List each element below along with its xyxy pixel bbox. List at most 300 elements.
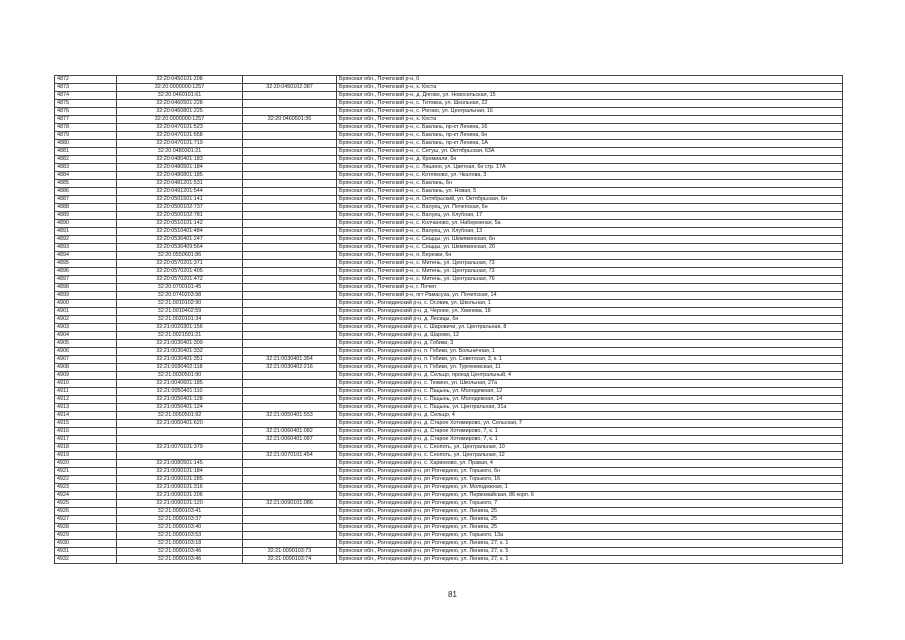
table-row — [55, 420, 843, 428]
related-cadastral-number-cell — [243, 76, 337, 84]
row-number-cell: 4894 — [55, 252, 117, 260]
cadastral-number-cell: 32:21:0090103:46 — [117, 556, 243, 564]
cadastral-number-cell: 32:20:0570201:371 — [117, 260, 243, 268]
related-cadastral-number-cell — [243, 268, 337, 276]
address-cell: Брянская обл., Рогнединский р-н, рп Рогнедино, ул. Ленина, 27, к. 1 — [337, 556, 843, 564]
address-cell: Брянская обл., Рогнединский р-н, с. Шаровичи, ул. Центральная, 8 — [337, 324, 843, 332]
related-cadastral-number-cell — [243, 148, 337, 156]
cadastral-number-cell: 32:21:0060401:620 — [117, 420, 243, 428]
cadastral-number-cell: 32:21:0050401:124 — [117, 404, 243, 412]
table-row — [55, 532, 843, 540]
row-number-cell: 4890 — [55, 220, 117, 228]
related-cadastral-number-cell — [243, 140, 337, 148]
cadastral-number-cell: 32:20:0700101:45 — [117, 284, 243, 292]
cadastral-number-cell: 32:21:0050401:128 — [117, 396, 243, 404]
cadastral-number-cell: 32:20:0570201:405 — [117, 268, 243, 276]
table-row — [55, 492, 843, 500]
related-cadastral-number-cell — [243, 124, 337, 132]
related-cadastral-number-cell — [243, 492, 337, 500]
table-row — [55, 372, 843, 380]
table-row — [55, 476, 843, 484]
related-cadastral-number-cell — [243, 468, 337, 476]
related-cadastral-number-cell: 32:21:0060401:087 — [243, 436, 337, 444]
address-cell: Брянская обл., Рогнединский р-н, рп Рогнедино, ул. Ленина, 25 — [337, 508, 843, 516]
table-row — [55, 364, 843, 372]
table-row — [55, 84, 843, 92]
row-number-cell: 4899 — [55, 292, 117, 300]
related-cadastral-number-cell — [243, 340, 337, 348]
address-cell: Брянская обл., Почепский р-н, с. Баклань, пр-кт Ленина, 16 — [337, 124, 843, 132]
table-row — [55, 236, 843, 244]
related-cadastral-number-cell — [243, 540, 337, 548]
row-number-cell: 4911 — [55, 388, 117, 396]
related-cadastral-number-cell: 32:21:0090103:74 — [243, 556, 337, 564]
address-cell: Брянская обл., Почепский р-н, с. Сетуш, ул. Октябрьская, 63А — [337, 148, 843, 156]
cadastral-number-cell: 32:21:0090103:53 — [117, 532, 243, 540]
related-cadastral-number-cell — [243, 532, 337, 540]
table-row — [55, 188, 843, 196]
table-row — [55, 324, 843, 332]
related-cadastral-number-cell — [243, 196, 337, 204]
related-cadastral-number-cell — [243, 348, 337, 356]
related-cadastral-number-cell — [243, 188, 337, 196]
table-row — [55, 332, 843, 340]
table-row — [55, 500, 843, 508]
table-row — [55, 76, 843, 84]
row-number-cell: 4907 — [55, 356, 117, 364]
address-cell: Брянская обл., Почепский р-н, с. Митень, ул. Центральная, 73 — [337, 268, 843, 276]
address-cell: Брянская обл., Рогнединский р-н, д. Лесицы, 6н — [337, 316, 843, 324]
table-row — [55, 124, 843, 132]
row-number-cell: 4880 — [55, 140, 117, 148]
row-number-cell: 4925 — [55, 500, 117, 508]
table-row — [55, 220, 843, 228]
registry-table — [54, 75, 843, 564]
related-cadastral-number-cell: 32:21:0090103:73 — [243, 548, 337, 556]
address-cell: Брянская обл., Почепский р-н, 0 — [337, 76, 843, 84]
table-row — [55, 460, 843, 468]
address-cell: Брянская обл., Рогнединский р-н, д. Старое Хотимирово, 7, к. 1 — [337, 436, 843, 444]
related-cadastral-number-cell — [243, 284, 337, 292]
cadastral-number-cell: 32:21:0010402:59 — [117, 308, 243, 316]
table-row — [55, 92, 843, 100]
related-cadastral-number-cell — [243, 100, 337, 108]
cadastral-number-cell: 32:20:0500102:781 — [117, 212, 243, 220]
cadastral-number-cell: 32:21:0030401:309 — [117, 340, 243, 348]
table-row — [55, 212, 843, 220]
address-cell: Брянская обл., Почепский р-н, с. Сещцы, ул. Шемякинская, 6н — [337, 236, 843, 244]
row-number-cell: 4878 — [55, 124, 117, 132]
address-cell: Брянская обл., Почепский р-н, с. Митень, ул. Центральная, 73 — [337, 260, 843, 268]
row-number-cell: 4873 — [55, 84, 117, 92]
related-cadastral-number-cell — [243, 444, 337, 452]
cadastral-number-cell: 32:20:0530401:247 — [117, 236, 243, 244]
related-cadastral-number-cell: 32:21:0030402:216 — [243, 364, 337, 372]
row-number-cell: 4912 — [55, 396, 117, 404]
address-cell: Брянская обл., Почепский р-н, с. Митень, ул. Центральная, 76 — [337, 276, 843, 284]
row-number-cell: 4874 — [55, 92, 117, 100]
cadastral-number-cell: 32:21:0020101:34 — [117, 316, 243, 324]
table-row — [55, 468, 843, 476]
related-cadastral-number-cell: 32:21:0070101:454 — [243, 452, 337, 460]
cadastral-number-cell: 32:20:0460801:225 — [117, 108, 243, 116]
table-row — [55, 132, 843, 140]
row-number-cell: 4918 — [55, 444, 117, 452]
cadastral-number-cell: 32:20:0480401:183 — [117, 156, 243, 164]
table-row — [55, 284, 843, 292]
row-number-cell: 4887 — [55, 196, 117, 204]
cadastral-number-cell: 32:21:0030501:90 — [117, 372, 243, 380]
table-row — [55, 292, 843, 300]
address-cell: Брянская обл., Почепский р-н, п. Березки, 6н — [337, 252, 843, 260]
cadastral-number-cell: 32:20:0500102:737 — [117, 204, 243, 212]
table-row — [55, 300, 843, 308]
address-cell: Брянская обл., Рогнединский р-н, рп Рогнедино, ул. Ленина, 25 — [337, 524, 843, 532]
related-cadastral-number-cell: 32:20:0450102:387 — [243, 84, 337, 92]
address-cell: Брянская обл., Рогнединский р-н, д. Сельцо, проезд Центральный, 4 — [337, 372, 843, 380]
cadastral-number-cell: 32:20:0510101:142 — [117, 220, 243, 228]
address-cell: Брянская обл., Почепский р-н, с. Баклань, 6н — [337, 180, 843, 188]
cadastral-number-cell — [117, 428, 243, 436]
cadastral-number-cell — [117, 436, 243, 444]
related-cadastral-number-cell — [243, 460, 337, 468]
cadastral-number-cell — [117, 452, 243, 460]
table-row — [55, 508, 843, 516]
cadastral-number-cell: 32:20:0470101:719 — [117, 140, 243, 148]
row-number-cell: 4905 — [55, 340, 117, 348]
related-cadastral-number-cell — [243, 236, 337, 244]
cadastral-number-cell: 32:21:0070101:379 — [117, 444, 243, 452]
address-cell: Брянская обл., Рогнединский р-н, д. Сельцо, 4 — [337, 412, 843, 420]
table-row — [55, 276, 843, 284]
address-cell: Брянская обл., Почепский р-н, д. Кромиали, 6н — [337, 156, 843, 164]
table-row — [55, 436, 843, 444]
address-cell: Брянская обл., Почепский р-н, х. Коста — [337, 116, 843, 124]
table-row — [55, 172, 843, 180]
row-number-cell: 4922 — [55, 476, 117, 484]
cadastral-number-cell: 32:20:0570201:472 — [117, 276, 243, 284]
registry-sheet — [54, 75, 842, 564]
address-cell: Брянская обл., Рогнединский р-н, д. Черное, ул. Хвинева, 18 — [337, 308, 843, 316]
row-number-cell: 4876 — [55, 108, 117, 116]
table-row — [55, 524, 843, 532]
table-row — [55, 204, 843, 212]
related-cadastral-number-cell — [243, 252, 337, 260]
address-cell: Брянская обл., Рогнединский р-н, с. Осовик, ул. Школьная, 1 — [337, 300, 843, 308]
related-cadastral-number-cell: 32:21:0060401:082 — [243, 428, 337, 436]
table-row — [55, 180, 843, 188]
related-cadastral-number-cell: 32:21:0030401:354 — [243, 356, 337, 364]
row-number-cell: 4909 — [55, 372, 117, 380]
row-number-cell: 4898 — [55, 284, 117, 292]
address-cell: Брянская обл., Почепский р-н, п. Октябрьский, ул. Октябрьская, 6н — [337, 196, 843, 204]
cadastral-number-cell: 32:21:0090103:40 — [117, 524, 243, 532]
table-row — [55, 244, 843, 252]
row-number-cell: 4884 — [55, 172, 117, 180]
table-row — [55, 396, 843, 404]
row-number-cell: 4932 — [55, 556, 117, 564]
cadastral-number-cell: 32:20:0470101:523 — [117, 124, 243, 132]
address-cell: Брянская обл., Рогнединский р-н, рп Рогнедино, ул. Ленина, 27, к. 5 — [337, 548, 843, 556]
address-cell: Брянская обл., Почепский р-н, с. Сещцы, ул. Шемякинская, 20 — [337, 244, 843, 252]
table-row — [55, 252, 843, 260]
table-row — [55, 156, 843, 164]
address-cell: Брянская обл., Рогнединский р-н, д. Старое Хотимирово, 7, к. 1 — [337, 428, 843, 436]
table-row — [55, 228, 843, 236]
address-cell: Брянская обл., Рогнединский р-н, д. Старое Хотимирово, ул. Сельская, 7 — [337, 420, 843, 428]
cadastral-number-cell: 32:21:0090103:18 — [117, 540, 243, 548]
address-cell: Брянская обл., Рогнединский р-н, с. Тюкино, ул. Школьная, 27а — [337, 380, 843, 388]
address-cell: Брянская обл., Рогнединский р-н, д. Шарово, 12 — [337, 332, 843, 340]
related-cadastral-number-cell — [243, 292, 337, 300]
related-cadastral-number-cell — [243, 92, 337, 100]
table-row — [55, 540, 843, 548]
row-number-cell: 4921 — [55, 468, 117, 476]
related-cadastral-number-cell — [243, 108, 337, 116]
row-number-cell: 4930 — [55, 540, 117, 548]
cadastral-number-cell: 32:21:0090101:316 — [117, 484, 243, 492]
table-row — [55, 548, 843, 556]
related-cadastral-number-cell — [243, 372, 337, 380]
address-cell: Брянская обл., Рогнединский р-н, д. Гобики, 3 — [337, 340, 843, 348]
address-cell: Брянская обл., Рогнединский р-н, п. Гобики, ул. Тургеневская, 11 — [337, 364, 843, 372]
address-cell: Брянская обл., Рогнединский р-н, рп Рогнедино, ул. Ленина, 25 — [337, 516, 843, 524]
related-cadastral-number-cell — [243, 308, 337, 316]
related-cadastral-number-cell — [243, 396, 337, 404]
address-cell: Брянская обл., Рогнединский р-н, п. Гобики, ул. Советская, 3, к. 1 — [337, 356, 843, 364]
row-number-cell: 4877 — [55, 116, 117, 124]
table-row — [55, 380, 843, 388]
row-number-cell: 4896 — [55, 268, 117, 276]
table-row — [55, 556, 843, 564]
related-cadastral-number-cell — [243, 300, 337, 308]
row-number-cell: 4919 — [55, 452, 117, 460]
cadastral-number-cell: 32:21:0050401:110 — [117, 388, 243, 396]
cadastral-number-cell: 32:21:0090103:46 — [117, 548, 243, 556]
table-row — [55, 388, 843, 396]
related-cadastral-number-cell — [243, 420, 337, 428]
row-number-cell: 4879 — [55, 132, 117, 140]
related-cadastral-number-cell — [243, 476, 337, 484]
table-row — [55, 164, 843, 172]
cadastral-number-cell: 32:20:0460501:228 — [117, 100, 243, 108]
address-cell: Брянская обл., Почепский р-н, с. Рогово, ул. Центральная, 16 — [337, 108, 843, 116]
address-cell: Брянская обл., Рогнединский р-н, с. Снопоть, ул. Центральная, 10 — [337, 444, 843, 452]
row-number-cell: 4875 — [55, 100, 117, 108]
row-number-cell: 4927 — [55, 516, 117, 524]
cadastral-number-cell: 32:20:0000000:1257 — [117, 84, 243, 92]
related-cadastral-number-cell — [243, 508, 337, 516]
table-row — [55, 452, 843, 460]
cadastral-number-cell: 32:20:0530409:564 — [117, 244, 243, 252]
related-cadastral-number-cell — [243, 324, 337, 332]
address-cell: Брянская обл., Почепский р-н, с. Колчаново, ул. Набережная, 5а — [337, 220, 843, 228]
cadastral-number-cell: 32:21:0030401:332 — [117, 348, 243, 356]
row-number-cell: 4920 — [55, 460, 117, 468]
cadastral-number-cell: 32:20:0450101:208 — [117, 76, 243, 84]
address-cell: Брянская обл., Рогнединский р-н, с. Пацынь, ул. Молодежная, 12 — [337, 388, 843, 396]
row-number-cell: 4897 — [55, 276, 117, 284]
related-cadastral-number-cell — [243, 388, 337, 396]
address-cell: Брянская обл., Почепский р-н, с. Валуец, ул. Клубная, 13 — [337, 228, 843, 236]
address-cell: Брянская обл., Почепский р-н, г. Почеп — [337, 284, 843, 292]
related-cadastral-number-cell — [243, 228, 337, 236]
row-number-cell: 4886 — [55, 188, 117, 196]
row-number-cell: 4902 — [55, 316, 117, 324]
table-row — [55, 148, 843, 156]
related-cadastral-number-cell — [243, 164, 337, 172]
cadastral-number-cell: 32:21:0040601:185 — [117, 380, 243, 388]
cadastral-number-cell: 32:21:0090101:206 — [117, 492, 243, 500]
related-cadastral-number-cell: 32:20:0460501:36 — [243, 116, 337, 124]
address-cell: Брянская обл., Почепский р-н, с. Баклань, пр-кт Ленина, 1А — [337, 140, 843, 148]
row-number-cell: 4924 — [55, 492, 117, 500]
table-row — [55, 100, 843, 108]
cadastral-number-cell: 32:20:0480301:21 — [117, 148, 243, 156]
related-cadastral-number-cell — [243, 276, 337, 284]
related-cadastral-number-cell — [243, 380, 337, 388]
cadastral-number-cell: 32:21:0020301:156 — [117, 324, 243, 332]
address-cell: Брянская обл., Рогнединский р-н, рп Рогнедино, ул. Горького, 13а — [337, 532, 843, 540]
row-number-cell: 4883 — [55, 164, 117, 172]
address-cell: Брянская обл., Почепский р-н, д. Дягово, ул. Новосельская, 15 — [337, 92, 843, 100]
cadastral-number-cell: 32:20:0460101:61 — [117, 92, 243, 100]
table-row — [55, 116, 843, 124]
address-cell: Брянская обл., Рогнединский р-н, с. Харинково, ул. Правая, 4 — [337, 460, 843, 468]
table-row — [55, 196, 843, 204]
table-row — [55, 444, 843, 452]
cadastral-number-cell: 32:21:0090101:120 — [117, 500, 243, 508]
address-cell: Брянская обл., Рогнединский р-н, рп Рогнедино, ул. Первомайская, 86 корп. 6 — [337, 492, 843, 500]
related-cadastral-number-cell: 32:21:0050401:553 — [243, 412, 337, 420]
address-cell: Брянская обл., Почепский р-н, пгт Рамасуха, ул. Почепская, 14 — [337, 292, 843, 300]
cadastral-number-cell: 32:20:0480801:185 — [117, 172, 243, 180]
cadastral-number-cell: 32:20:0740203:98 — [117, 292, 243, 300]
row-number-cell: 4901 — [55, 308, 117, 316]
registry-table-body — [55, 76, 843, 564]
related-cadastral-number-cell — [243, 156, 337, 164]
related-cadastral-number-cell — [243, 524, 337, 532]
cadastral-number-cell: 32:21:0010102:90 — [117, 300, 243, 308]
row-number-cell: 4885 — [55, 180, 117, 188]
address-cell: Брянская обл., Рогнединский р-н, рп Рогнедино, ул. Молодежная, 1 — [337, 484, 843, 492]
row-number-cell: 4928 — [55, 524, 117, 532]
address-cell: Брянская обл., Почепский р-н, с. Котляково, ул. Чкалова, 3 — [337, 172, 843, 180]
address-cell: Брянская обл., Почепский р-н, с. Валуец, ул. Клубная, 17 — [337, 212, 843, 220]
cadastral-number-cell: 32:20:0000000:1257 — [117, 116, 243, 124]
related-cadastral-number-cell — [243, 332, 337, 340]
cadastral-number-cell: 32:21:0090103:37 — [117, 516, 243, 524]
related-cadastral-number-cell — [243, 172, 337, 180]
table-row — [55, 404, 843, 412]
row-number-cell: 4926 — [55, 508, 117, 516]
cadastral-number-cell: 32:21:0030402:118 — [117, 364, 243, 372]
table-row — [55, 308, 843, 316]
address-cell: Брянская обл., Почепский р-н, х. Коста — [337, 84, 843, 92]
table-row — [55, 356, 843, 364]
row-number-cell: 4900 — [55, 300, 117, 308]
table-row — [55, 412, 843, 420]
related-cadastral-number-cell — [243, 212, 337, 220]
cadastral-number-cell: 32:20:0480501:184 — [117, 164, 243, 172]
table-row — [55, 348, 843, 356]
related-cadastral-number-cell: 32:21:0090101:086 — [243, 500, 337, 508]
address-cell: Брянская обл., Почепский р-н, с. Ляшино, ул. Цветная, 6н стр. 17А — [337, 164, 843, 172]
address-cell: Брянская обл., Рогнединский р-н, с. Снопоть, ул. Центральная, 12 — [337, 452, 843, 460]
table-row — [55, 316, 843, 324]
row-number-cell: 4917 — [55, 436, 117, 444]
table-row — [55, 428, 843, 436]
address-cell: Брянская обл., Рогнединский р-н, с. Пацынь, ул. Молодежная, 14 — [337, 396, 843, 404]
row-number-cell: 4881 — [55, 148, 117, 156]
row-number-cell: 4872 — [55, 76, 117, 84]
related-cadastral-number-cell — [243, 220, 337, 228]
cadastral-number-cell: 32:20:0491201:544 — [117, 188, 243, 196]
table-row — [55, 108, 843, 116]
table-row — [55, 484, 843, 492]
cadastral-number-cell: 32:20:0470101:658 — [117, 132, 243, 140]
related-cadastral-number-cell — [243, 204, 337, 212]
address-cell: Брянская обл., Рогнединский р-н, рп Рогнедино, ул. Горького, 6н — [337, 468, 843, 476]
cadastral-number-cell: 32:20:0501501:141 — [117, 196, 243, 204]
table-row — [55, 340, 843, 348]
table-row — [55, 140, 843, 148]
table-row — [55, 268, 843, 276]
address-cell: Брянская обл., Почепский р-н, с. Валуец, ул. Почепская, 6н — [337, 204, 843, 212]
related-cadastral-number-cell — [243, 260, 337, 268]
row-number-cell: 4913 — [55, 404, 117, 412]
cadastral-number-cell: 32:21:0080501:145 — [117, 460, 243, 468]
row-number-cell: 4904 — [55, 332, 117, 340]
row-number-cell: 4882 — [55, 156, 117, 164]
related-cadastral-number-cell — [243, 484, 337, 492]
address-cell: Брянская обл., Почепский р-н, с. Баклань, ул. Новая, 5 — [337, 188, 843, 196]
cadastral-number-cell: 32:21:0021501:21 — [117, 332, 243, 340]
row-number-cell: 4929 — [55, 532, 117, 540]
cadastral-number-cell: 32:21:0090103:41 — [117, 508, 243, 516]
address-cell: Брянская обл., Рогнединский р-н, рп Рогнедино, ул. Ленина, 27, к. 1 — [337, 540, 843, 548]
row-number-cell: 4895 — [55, 260, 117, 268]
row-number-cell: 4903 — [55, 324, 117, 332]
cadastral-number-cell: 32:21:0050501:92 — [117, 412, 243, 420]
table-row — [55, 260, 843, 268]
address-cell: Брянская обл., Рогнединский р-н, п. Гобики, ул. Больничная, 1 — [337, 348, 843, 356]
page-number: 81 — [448, 590, 457, 599]
row-number-cell: 4906 — [55, 348, 117, 356]
related-cadastral-number-cell — [243, 132, 337, 140]
table-row — [55, 516, 843, 524]
row-number-cell: 4888 — [55, 204, 117, 212]
cadastral-number-cell: 32:21:0090101:184 — [117, 468, 243, 476]
related-cadastral-number-cell — [243, 516, 337, 524]
cadastral-number-cell: 32:21:0030401:351 — [117, 356, 243, 364]
cadastral-number-cell: 32:21:0090101:285 — [117, 476, 243, 484]
related-cadastral-number-cell — [243, 316, 337, 324]
cadastral-number-cell: 32:20:0481201:531 — [117, 180, 243, 188]
row-number-cell: 4908 — [55, 364, 117, 372]
row-number-cell: 4889 — [55, 212, 117, 220]
row-number-cell: 4910 — [55, 380, 117, 388]
address-cell: Брянская обл., Почепский р-н, с. Титовка, ул. Школьная, 22 — [337, 100, 843, 108]
row-number-cell: 4891 — [55, 228, 117, 236]
cadastral-number-cell: 32:20:0550601:86 — [117, 252, 243, 260]
cadastral-number-cell: 32:20:0510401:484 — [117, 228, 243, 236]
address-cell: Брянская обл., Рогнединский р-н, рп Рогнедино, ул. Горького, 7 — [337, 500, 843, 508]
row-number-cell: 4892 — [55, 236, 117, 244]
address-cell: Брянская обл., Рогнединский р-н, с. Пацынь, ул. Центральная, 31а — [337, 404, 843, 412]
related-cadastral-number-cell — [243, 404, 337, 412]
address-cell: Брянская обл., Рогнединский р-н, рп Рогнедино, ул. Горького, 16 — [337, 476, 843, 484]
